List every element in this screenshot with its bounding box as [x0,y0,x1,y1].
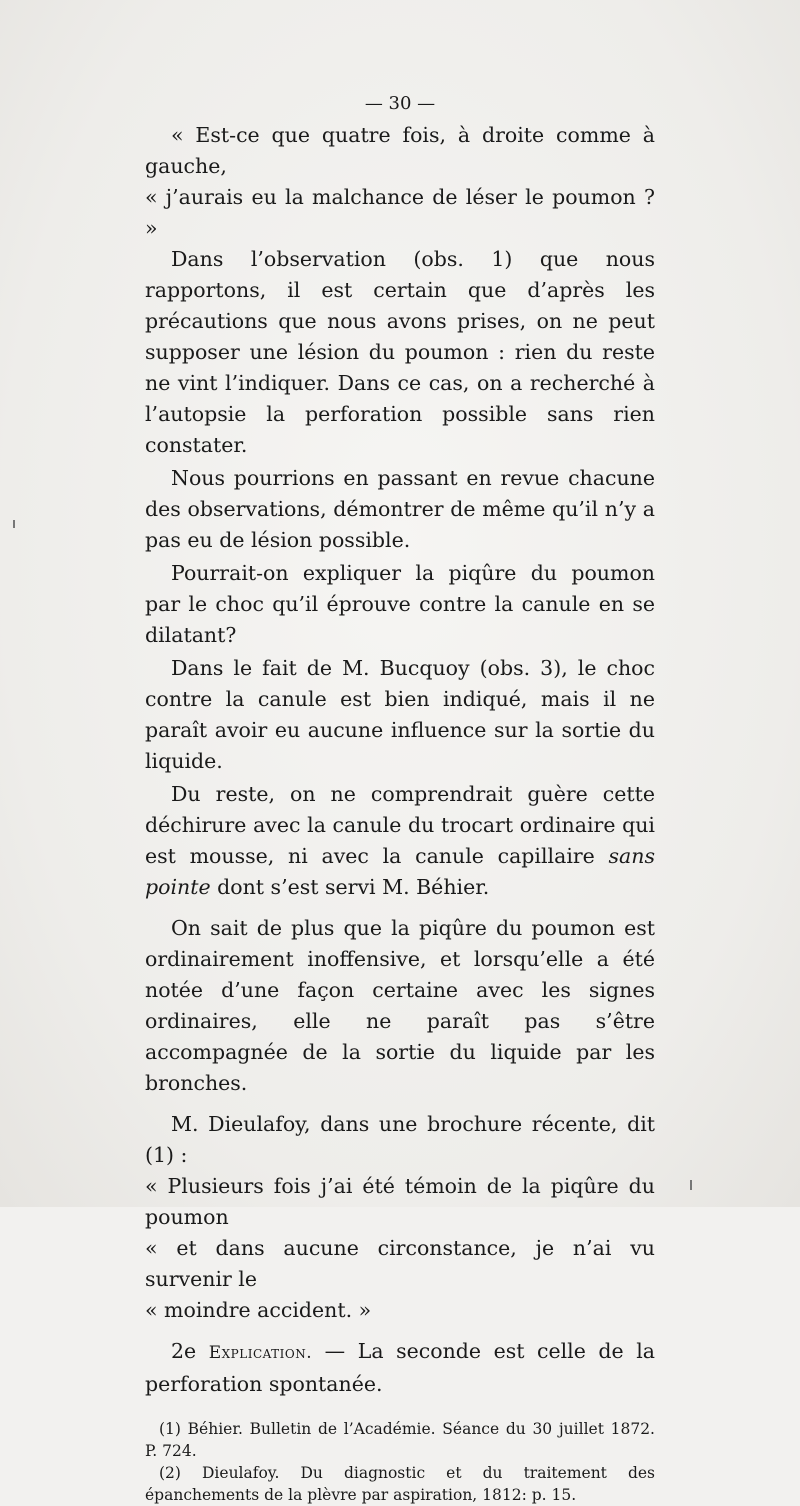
explanation-text: — La seconde est celle de la perforation spontanée. [145,1339,655,1396]
page-number: — 30 — [364,93,436,114]
canule-text-italic: sans pointe [145,844,655,899]
canule-text-after: dont s’est servi M. Béhier. [210,875,490,899]
dieulafoy-line-1: M. Dieulafoy, dans une brochure récente, dit (1) : [145,1112,655,1167]
paragraph-question: Pourrait-on expliquer la piqûre du poumon par le choc qu’il éprouve contre la canule en se dilatant? [145,561,655,647]
dieulafoy-line-4: « moindre accident. » [145,1298,372,1322]
paragraph-canule [145,779,655,903]
page-text-block [145,92,655,1506]
scan-speck-mark [690,1180,692,1190]
scan-speck-mark [13,520,15,528]
explanation-prefix: 2e [171,1339,209,1363]
paragraph-explanation [145,1336,655,1400]
explanation-heading: Explication. [208,1343,313,1363]
footnotes [145,1418,655,1506]
footnote-2: (2) Dieulafoy. Du diagnostic et du traitement des épanchements de la plèvre par aspiration, 1812: p. 15. [145,1464,655,1504]
footnote-1: (1) Béhier. Bulletin de l’Académie. Séance du 30 juillet 1872. P. 724. [145,1420,655,1460]
paragraph-bucquoy: Dans le fait de M. Bucquoy (obs. 3), le choc contre la canule est bien indiqué, mais il ne paraît avoir eu aucune influence sur la sortie du liquide. [145,656,655,773]
dieulafoy-line-2: « Plusieurs fois j’ai été témoin de la piqûre du poumon [145,1174,655,1229]
quote-line-1: « Est-ce que quatre fois, à droite comme à gauche, [145,123,655,178]
dieulafoy-line-3: « et dans aucune circonstance, je n’ai vu survenir le [145,1236,655,1291]
quote-line-2: « j’aurais eu la malchance de léser le poumon ? » [145,185,655,240]
canule-text-before: Du reste, on ne comprendrait guère cette déchirure avec la canule du trocart ordinaire qui est mousse, ni avec la canule capillaire [145,782,655,868]
paragraph-observation: Dans l’observation (obs. 1) que nous rapportons, il est certain que d’après les précautions que nous avons prises, on ne peut supposer une lésion du poumon : rien du reste ne vint l’indiquer. Dans ce cas, on a recherché à l’autopsie la perforation possible sans rien constater. [145,247,655,457]
paragraph-inoffensive: On sait de plus que la piqûre du poumon est ordinairement inoffensive, et lorsqu’elle a été notée d’une façon certaine avec les signes ordinaires, elle ne paraît pas s’être accompagnée de la sortie du liquide par les bronches. [145,916,655,1095]
paragraph-review: Nous pourrions en passant en revue chacune des observations, démontrer de même qu’il n’y a pas eu de lésion possible. [145,466,655,552]
